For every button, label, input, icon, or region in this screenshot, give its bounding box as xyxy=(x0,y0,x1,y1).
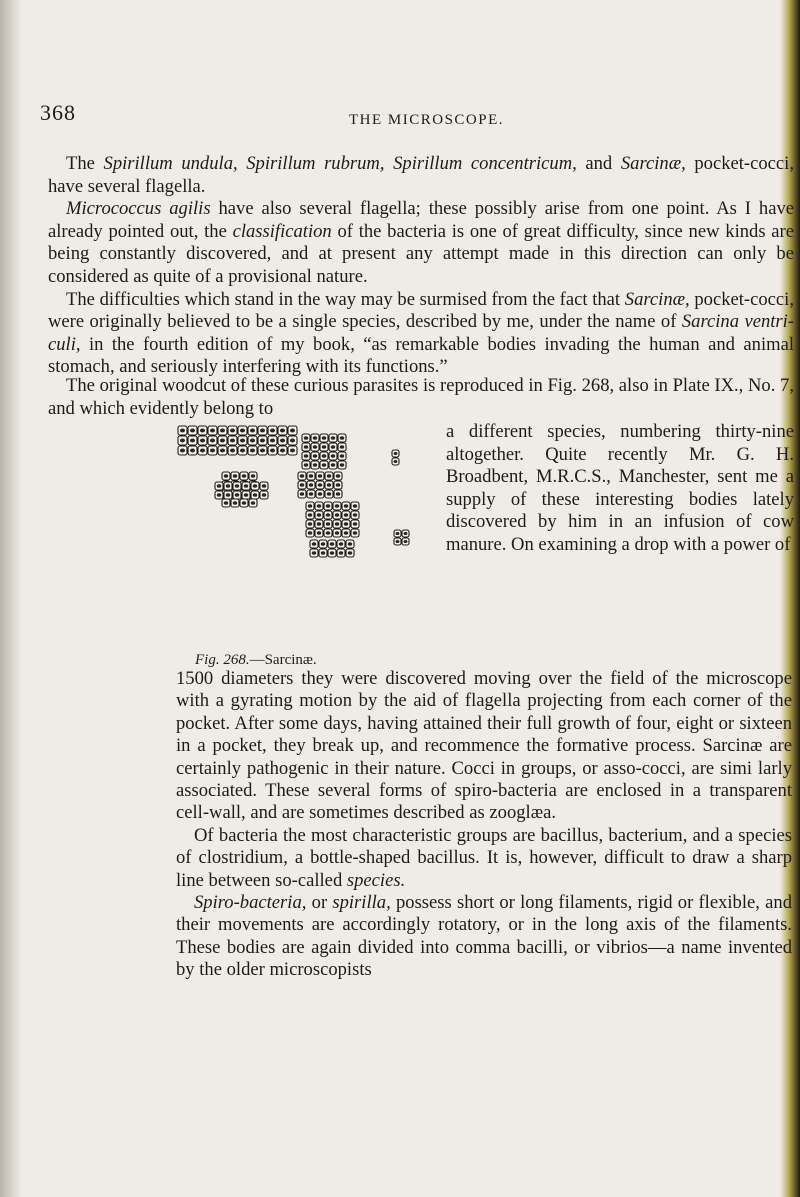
sarcina-cell xyxy=(394,530,401,537)
sarcina-cell xyxy=(242,482,250,490)
sarcina-cell xyxy=(208,436,217,445)
italic-text: species. xyxy=(346,869,406,891)
sarcina-cell xyxy=(402,530,409,537)
paragraph-woodcut-intro xyxy=(48,375,794,420)
sarcina-cell xyxy=(325,490,333,498)
italic-text: Sarcinæ, xyxy=(624,288,690,310)
sarcina-cell xyxy=(288,446,297,455)
sarcina-cell xyxy=(233,491,241,499)
text-block-top xyxy=(48,153,794,379)
sarcina-cell xyxy=(333,529,341,537)
sarcina-cell xyxy=(178,436,187,445)
sarcina-cell xyxy=(242,491,250,499)
sarcina-cell xyxy=(307,481,315,489)
sarcina-cell xyxy=(346,549,354,557)
paragraph xyxy=(48,289,794,379)
sarcina-cell xyxy=(208,446,217,455)
sarcina-cell xyxy=(346,540,354,548)
sarcina-cell xyxy=(325,481,333,489)
running-head: THE MICROSCOPE. xyxy=(349,112,505,128)
sarcina-cell xyxy=(306,511,314,519)
sarcina-cell xyxy=(218,446,227,455)
figure-label: Fig. 268. xyxy=(195,652,250,668)
sarcina-cell xyxy=(251,491,259,499)
sarcina-cell xyxy=(316,481,324,489)
text-run: Of bacteria the most characteristic groups are bacillus, bacterium, and a species of clostridium, a bottle-shaped bacillus. It is, however, difficult to draw a sharp line between so-called xyxy=(176,824,792,891)
text-run: and xyxy=(576,153,621,174)
italic-text: Sarcina ventri-culi, xyxy=(48,311,795,355)
text-run: have also several flagella; these possibly arise from one point. As I have already pointed out, the xyxy=(48,198,794,242)
text-run: of the bacteria is one of great difficulty, since new kinds are being constantly discovered, and at present any attempt made in this direction can only be considered as quite of a provisional nature. xyxy=(48,220,794,287)
sarcina-cell xyxy=(298,472,306,480)
figure-caption xyxy=(195,652,317,669)
sarcina-cell xyxy=(231,499,239,507)
sarcina-cell xyxy=(249,499,257,507)
text-run: The xyxy=(66,153,104,174)
sarcina-cell xyxy=(188,426,197,435)
book-spine-shadow xyxy=(0,0,22,1197)
sarcina-cell xyxy=(338,452,346,460)
sarcina-cell xyxy=(288,436,297,445)
sarcina-cell xyxy=(315,529,323,537)
text-beside-figure xyxy=(446,421,794,557)
sarcina-cell xyxy=(278,426,287,435)
sarcina-cell xyxy=(337,549,345,557)
sarcina-cell xyxy=(351,520,359,528)
sarcina-cell xyxy=(302,452,310,460)
sarcina-cell xyxy=(334,472,342,480)
sarcina-cell xyxy=(248,426,257,435)
sarcina-cell xyxy=(337,540,345,548)
text-block-bottom xyxy=(176,668,792,982)
sarcina-cell xyxy=(392,458,399,465)
sarcina-cell xyxy=(307,490,315,498)
sarcina-cell xyxy=(238,426,247,435)
sarcina-cell xyxy=(324,511,332,519)
sarcina-cell xyxy=(258,446,267,455)
sarcina-cell xyxy=(251,482,259,490)
paragraph xyxy=(48,153,794,198)
sarcina-cell xyxy=(328,540,336,548)
sarcina-cell xyxy=(311,443,319,451)
sarcina-cell xyxy=(218,436,227,445)
italic-text: Micrococcus agilis xyxy=(66,198,211,220)
sarcina-cell xyxy=(320,452,328,460)
sarcina-cell xyxy=(228,446,237,455)
sarcina-cell xyxy=(306,520,314,528)
sarcina-cell xyxy=(402,538,409,545)
sarcina-cell xyxy=(198,446,207,455)
sarcina-cell xyxy=(315,502,323,510)
italic-text: Spirillum undula, Spirillum rubrum, Spirillum concentricum, xyxy=(103,153,577,174)
sarcina-cell xyxy=(298,481,306,489)
paragraph-text: The original woodcut of these curious parasites is reproduced in Fig. 268, also in Plate IX., No. 7, and which evidently belong to xyxy=(48,375,794,419)
sarcina-cell xyxy=(324,520,332,528)
sarcina-cell xyxy=(188,436,197,445)
sarcina-cell xyxy=(240,499,248,507)
figure-title: —Sarcinæ. xyxy=(249,652,317,668)
sarcina-cell xyxy=(228,436,237,445)
sarcina-cell xyxy=(188,446,197,455)
sarcina-cell xyxy=(298,490,306,498)
sarcina-cell xyxy=(222,499,230,507)
sarcina-cell xyxy=(319,549,327,557)
sarcina-cell xyxy=(320,461,328,469)
sarcina-cell xyxy=(215,491,223,499)
paragraph xyxy=(48,198,794,288)
sarcina-cell xyxy=(394,538,401,545)
sarcina-cell xyxy=(268,436,277,445)
sarcina-cell xyxy=(351,502,359,510)
text-run: or xyxy=(306,892,333,914)
sarcina-cell xyxy=(329,452,337,460)
sarcina-cell xyxy=(307,472,315,480)
sarcina-cell xyxy=(268,426,277,435)
sarcina-cell xyxy=(342,502,350,510)
sarcina-cell xyxy=(208,426,217,435)
sarcina-cell xyxy=(231,472,239,480)
sarcina-cell xyxy=(392,450,399,457)
sarcina-cell xyxy=(333,502,341,510)
sarcina-cell xyxy=(302,434,310,442)
sarcina-cell xyxy=(288,426,297,435)
sarcina-cell xyxy=(260,482,268,490)
text-run: possess short or long filaments, rigid or flexible, and their movements are accordingly rotatory, or in the long axis of the filaments. These bodies are again divided into comma bacilli, or vibrios—a name invented by the older microscopists xyxy=(176,892,792,981)
sarcina-cell xyxy=(178,446,187,455)
sarcina-cell xyxy=(351,511,359,519)
italic-text: spirilla, xyxy=(332,892,391,914)
sarcina-cell xyxy=(316,472,324,480)
page-number: 368 xyxy=(40,100,76,125)
sarcina-cell xyxy=(248,446,257,455)
paragraph-text: a different species, numbering thirty-nine altogether. Quite recently Mr. G. H. Broadbent, M.R.C.S., Manchester, sent me a supply of these interesting bodies lately discovered by him in an infusion of cow manure. On examining a drop with a power of xyxy=(446,421,794,555)
sarcina-cell xyxy=(329,434,337,442)
italic-text: Spiro-bacteria, xyxy=(194,892,307,914)
sarcina-cell xyxy=(342,520,350,528)
paragraph xyxy=(176,668,792,825)
sarcina-cell xyxy=(311,434,319,442)
sarcina-cell xyxy=(319,540,327,548)
sarcina-cell xyxy=(329,443,337,451)
sarcina-cell xyxy=(306,502,314,510)
sarcina-cell xyxy=(224,482,232,490)
text-run: The difficulties which stand in the way may be surmised from the fact that xyxy=(66,288,625,310)
sarcina-cell xyxy=(333,520,341,528)
sarcina-cell xyxy=(329,461,337,469)
sarcina-cell xyxy=(198,426,207,435)
italic-text: classification xyxy=(232,220,332,242)
sarcina-cell xyxy=(178,426,187,435)
sarcina-cell xyxy=(316,490,324,498)
sarcina-cell xyxy=(278,446,287,455)
sarcina-cell xyxy=(222,472,230,480)
sarcina-cell xyxy=(238,436,247,445)
sarcina-cell xyxy=(233,482,241,490)
sarcina-cell xyxy=(334,481,342,489)
sarcinae-woodcut-illustration xyxy=(170,420,440,660)
sarcina-cell xyxy=(325,472,333,480)
sarcina-cell xyxy=(278,436,287,445)
sarcina-cell xyxy=(228,426,237,435)
sarcina-cell xyxy=(324,502,332,510)
sarcina-cell xyxy=(260,491,268,499)
sarcina-cell xyxy=(310,549,318,557)
sarcina-cell xyxy=(324,529,332,537)
sarcina-cell xyxy=(238,446,247,455)
sarcina-cell xyxy=(198,436,207,445)
sarcina-cell xyxy=(258,436,267,445)
sarcina-cell xyxy=(315,520,323,528)
sarcina-cell xyxy=(310,540,318,548)
italic-text: Sarcinæ, xyxy=(620,153,686,174)
sarcina-cell xyxy=(311,461,319,469)
sarcina-cell xyxy=(328,549,336,557)
sarcina-cell xyxy=(334,490,342,498)
sarcina-cell xyxy=(333,511,341,519)
text-run: 1500 diameters they were discovered moving over the field of the microscope with a gyrating motion by the aid of flagella projecting from each corner of the pocket. After some days, having attained their full growth of four, eight or sixteen in a pocket, they break up, and recommence the formative process. Sarcinæ are certainly pathogenic in their nature. Cocci in groups, or asso-cocci, are simi larly associated. These several forms of spiro-bacteria are enclosed in a transparent cell-wall, and are sometimes described as zooglæa. xyxy=(176,668,792,824)
sarcina-cell xyxy=(306,529,314,537)
sarcina-cell xyxy=(311,452,319,460)
sarcina-cell xyxy=(240,472,248,480)
sarcina-cell xyxy=(258,426,267,435)
text-run: in the fourth edition of my book, “as remarkable bodies invading the human and animal stomach, and seriously interfering with its functions.” xyxy=(48,333,794,378)
sarcina-cell xyxy=(338,461,346,469)
text-run: pocket-cocci, were originally believed to be a single species, described by me, under the name of xyxy=(48,288,794,333)
paragraph xyxy=(176,825,792,892)
sarcina-cell xyxy=(338,443,346,451)
sarcina-cell xyxy=(218,426,227,435)
sarcina-cell xyxy=(215,482,223,490)
sarcina-cell xyxy=(302,461,310,469)
sarcina-cell xyxy=(302,443,310,451)
sarcina-cell xyxy=(320,434,328,442)
sarcina-cell xyxy=(342,511,350,519)
text-run: pocket-cocci, have several flagella. xyxy=(48,153,794,197)
paragraph xyxy=(176,892,792,982)
sarcina-cell xyxy=(315,511,323,519)
sarcina-cell xyxy=(224,491,232,499)
sarcina-cell xyxy=(342,529,350,537)
sarcina-cell xyxy=(248,436,257,445)
sarcina-cell xyxy=(351,529,359,537)
figure-sarcinae xyxy=(170,420,440,660)
sarcina-cell xyxy=(268,446,277,455)
sarcina-cell xyxy=(338,434,346,442)
sarcina-cell xyxy=(249,472,257,480)
sarcina-cell xyxy=(320,443,328,451)
